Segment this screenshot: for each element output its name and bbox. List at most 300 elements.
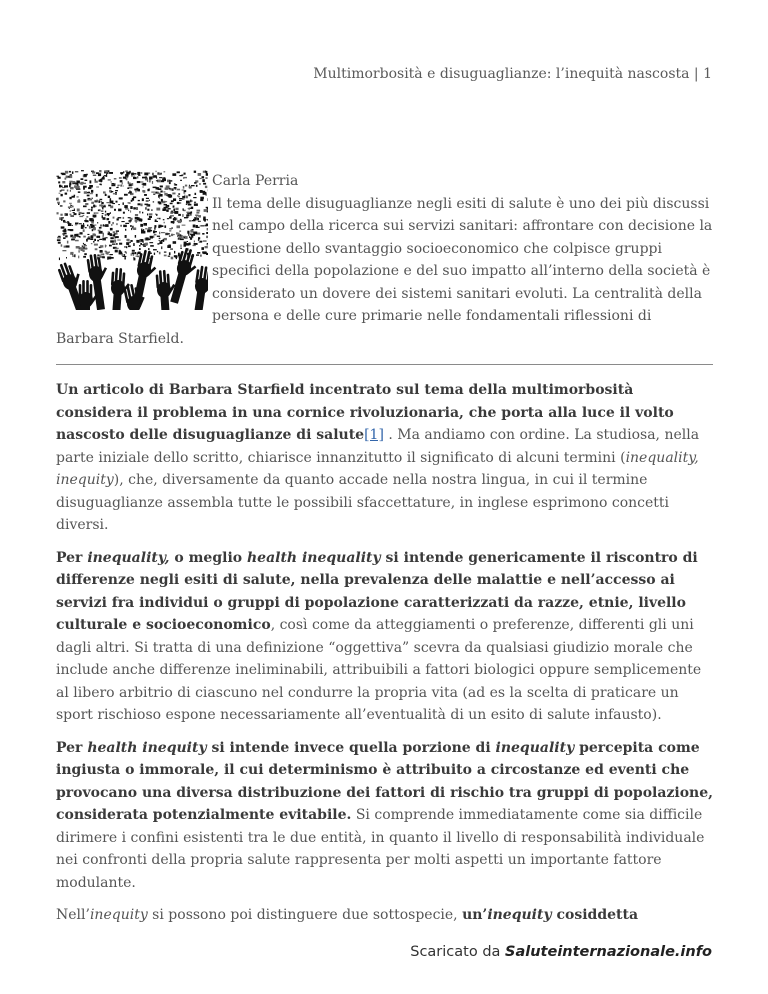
texture-speck xyxy=(149,177,153,180)
texture-speck xyxy=(85,248,87,249)
texture-speck xyxy=(65,235,67,237)
texture-speck xyxy=(196,219,197,220)
p2-bold-2: o meglio xyxy=(169,549,247,566)
texture-speck xyxy=(163,209,166,210)
texture-speck xyxy=(87,195,90,197)
texture-speck xyxy=(203,192,207,195)
texture-speck xyxy=(139,211,141,213)
texture-speck xyxy=(133,258,135,261)
texture-speck xyxy=(105,211,106,213)
texture-speck xyxy=(198,173,202,176)
texture-speck xyxy=(205,186,207,188)
texture-speck xyxy=(72,181,75,183)
texture-speck xyxy=(175,255,178,257)
texture-speck xyxy=(132,198,134,201)
texture-speck xyxy=(112,183,115,184)
texture-speck xyxy=(132,183,134,186)
texture-speck xyxy=(112,244,116,245)
texture-speck xyxy=(164,255,167,257)
texture-speck xyxy=(178,220,182,223)
texture-speck xyxy=(161,246,162,249)
texture-speck xyxy=(88,236,89,237)
texture-speck xyxy=(64,214,65,215)
texture-speck xyxy=(99,170,101,172)
texture-speck xyxy=(100,199,103,200)
texture-speck xyxy=(184,173,186,175)
texture-speck xyxy=(105,214,107,216)
texture-speck xyxy=(157,173,160,175)
texture-speck xyxy=(182,225,186,226)
texture-speck xyxy=(149,181,151,183)
texture-speck xyxy=(102,207,103,209)
texture-speck xyxy=(94,200,97,201)
texture-speck xyxy=(100,225,103,227)
texture-speck xyxy=(109,232,110,233)
texture-speck xyxy=(58,242,61,244)
texture-speck xyxy=(145,228,148,229)
texture-speck xyxy=(116,201,118,203)
texture-speck xyxy=(187,231,189,234)
texture-speck xyxy=(136,256,138,257)
texture-speck xyxy=(157,251,158,252)
texture-speck xyxy=(103,206,106,208)
texture-speck xyxy=(142,240,143,242)
texture-speck xyxy=(180,238,184,240)
texture-speck xyxy=(75,183,78,185)
texture-speck xyxy=(91,243,93,244)
texture-speck xyxy=(128,245,131,247)
texture-speck xyxy=(123,202,124,205)
texture-speck xyxy=(185,185,187,187)
texture-speck xyxy=(164,201,167,202)
texture-speck xyxy=(132,252,135,254)
texture-speck xyxy=(137,181,141,183)
texture-speck xyxy=(183,208,184,210)
texture-speck xyxy=(117,240,120,241)
texture-speck xyxy=(59,258,60,261)
texture-speck xyxy=(130,206,132,209)
texture-speck xyxy=(92,171,95,173)
texture-speck xyxy=(167,208,170,209)
texture-speck xyxy=(163,219,165,220)
texture-speck xyxy=(203,240,207,242)
texture-speck xyxy=(142,177,145,179)
texture-speck xyxy=(190,214,191,216)
texture-speck xyxy=(111,191,113,192)
texture-speck xyxy=(168,245,171,247)
texture-speck xyxy=(194,202,196,203)
texture-speck xyxy=(110,228,113,231)
texture-speck xyxy=(188,204,192,206)
texture-speck xyxy=(150,245,154,247)
p3-term-1: health inequity xyxy=(87,739,207,756)
texture-speck xyxy=(61,244,63,246)
p3-bold-1: Per xyxy=(56,739,88,756)
texture-speck xyxy=(161,240,165,241)
texture-speck xyxy=(176,208,179,211)
p1-lead-bold: Un articolo di Barbara Starfield incentrato sul tema della multimorbosità considera il problema in una cornice rivoluzionaria, che porta alla luce il volto nascosto delle disuguaglianze di salute xyxy=(56,382,674,443)
texture-speck xyxy=(193,197,196,198)
texture-speck xyxy=(133,254,135,256)
texture-speck xyxy=(145,243,148,246)
texture-speck xyxy=(90,239,93,240)
p3-term-2: inequality xyxy=(495,739,575,756)
texture-speck xyxy=(79,183,81,184)
texture-speck xyxy=(82,183,86,184)
texture-speck xyxy=(90,180,92,183)
texture-speck xyxy=(91,202,94,204)
texture-speck xyxy=(117,187,118,188)
texture-speck xyxy=(96,172,99,174)
texture-speck xyxy=(173,218,176,220)
texture-speck xyxy=(79,212,82,214)
texture-speck xyxy=(116,232,118,235)
texture-speck xyxy=(103,233,104,236)
texture-speck xyxy=(133,228,136,231)
texture-speck xyxy=(81,170,84,171)
texture-speck xyxy=(190,237,192,240)
texture-speck xyxy=(158,226,160,228)
texture-speck xyxy=(167,218,169,219)
texture-speck xyxy=(94,244,98,246)
texture-speck xyxy=(144,173,148,176)
texture-speck xyxy=(186,204,187,205)
texture-speck xyxy=(157,172,159,173)
texture-speck xyxy=(108,205,111,207)
texture-speck xyxy=(75,223,79,225)
texture-speck xyxy=(83,223,84,225)
texture-speck xyxy=(159,240,160,241)
texture-speck xyxy=(179,198,183,199)
texture-speck xyxy=(78,250,79,252)
texture-speck xyxy=(62,181,65,183)
texture-speck xyxy=(156,180,158,181)
texture-speck xyxy=(143,183,147,186)
texture-speck xyxy=(58,177,61,179)
texture-speck xyxy=(206,236,208,238)
texture-speck xyxy=(117,185,119,186)
texture-speck xyxy=(139,248,141,250)
p3-bold-2: si intende invece quella porzione di xyxy=(206,739,496,756)
texture-speck xyxy=(171,221,175,223)
texture-speck xyxy=(110,233,113,236)
texture-speck xyxy=(114,240,116,243)
hands-artwork-image xyxy=(56,170,208,310)
texture-speck xyxy=(114,209,116,211)
intro-summary: Il tema delle disuguaglianze negli esiti di salute è uno dei più discussi nel campo della ricerca sui servizi sanitari: affrontare con decisione la questione dello svantaggio socioeconomico che colpisce gruppi specifici della popolazione e del suo impatto all’interno della società è considerato un dovere dei sistemi sanitari evoluti. La centralità della persona e delle cure primarie nelle fondamentali riflessioni di Barbara Starfield. xyxy=(56,195,713,347)
texture-speck xyxy=(179,203,181,204)
texture-speck xyxy=(122,186,123,187)
texture-speck xyxy=(177,225,181,228)
texture-speck xyxy=(152,173,153,175)
texture-speck xyxy=(100,254,103,255)
texture-speck xyxy=(88,209,91,210)
texture-speck xyxy=(74,209,75,211)
texture-speck xyxy=(137,176,138,178)
texture-speck xyxy=(200,190,203,193)
texture-speck xyxy=(202,176,205,178)
texture-speck xyxy=(189,186,192,188)
texture-speck xyxy=(84,253,87,255)
texture-speck xyxy=(99,227,102,229)
texture-speck xyxy=(170,203,173,205)
texture-speck xyxy=(174,187,177,189)
texture-speck xyxy=(130,218,133,220)
texture-speck xyxy=(198,221,201,222)
texture-speck xyxy=(93,215,97,218)
texture-speck xyxy=(157,236,160,237)
texture-speck xyxy=(57,239,61,241)
section-divider xyxy=(56,364,713,365)
texture-speck xyxy=(180,245,181,248)
texture-speck xyxy=(171,211,173,213)
texture-speck xyxy=(131,253,132,256)
texture-speck xyxy=(89,185,93,188)
texture-speck xyxy=(72,236,76,238)
texture-speck xyxy=(159,177,163,178)
texture-speck xyxy=(189,220,192,221)
texture-speck xyxy=(99,255,101,257)
texture-speck xyxy=(101,211,104,212)
texture-speck xyxy=(164,225,166,228)
texture-speck xyxy=(61,194,63,196)
texture-speck xyxy=(67,190,69,192)
texture-speck xyxy=(148,218,151,220)
texture-speck xyxy=(83,249,85,252)
texture-speck xyxy=(129,171,131,174)
p1-text-b: ), che, diversamente da quanto accade nella nostra lingua, in cui il termine disuguaglianze assembla tutte le possibili sfaccettature, in inglese esprimono concetti diversi. xyxy=(56,472,670,533)
texture-speck xyxy=(142,231,145,234)
texture-speck xyxy=(160,186,163,188)
texture-speck xyxy=(190,200,191,203)
texture-speck xyxy=(160,173,161,175)
texture-speck xyxy=(174,211,178,214)
texture-speck xyxy=(178,193,180,195)
texture-speck xyxy=(171,234,173,236)
texture-speck xyxy=(151,192,155,193)
texture-speck xyxy=(60,205,63,206)
texture-speck xyxy=(97,255,99,256)
texture-speck xyxy=(116,230,119,232)
texture-speck xyxy=(110,240,114,242)
texture-speck xyxy=(157,192,159,194)
texture-speck xyxy=(197,252,200,254)
p1-text-a: . Ma andiamo con ordine. La studiosa, nella parte iniziale dello scritto, chiarisce innanzitutto il significato di alcuni termini ( xyxy=(56,427,700,466)
texture-speck xyxy=(124,246,126,248)
texture-speck xyxy=(183,186,185,189)
texture-speck xyxy=(186,212,189,214)
texture-speck xyxy=(77,196,79,197)
texture-speck xyxy=(64,185,68,187)
texture-speck xyxy=(187,213,189,214)
texture-speck xyxy=(95,212,99,213)
texture-speck xyxy=(146,200,149,201)
texture-speck xyxy=(58,236,60,237)
texture-speck xyxy=(198,215,201,218)
texture-speck xyxy=(179,231,181,232)
texture-speck xyxy=(142,212,143,214)
texture-speck xyxy=(194,203,198,206)
texture-speck xyxy=(83,256,86,258)
texture-speck xyxy=(100,245,104,247)
texture-speck xyxy=(168,256,170,257)
texture-speck xyxy=(116,243,118,245)
texture-speck xyxy=(193,232,197,235)
author-name: Carla Perria xyxy=(212,173,299,189)
texture-speck xyxy=(135,214,138,216)
texture-speck xyxy=(82,213,85,214)
texture-speck xyxy=(163,177,165,179)
texture-speck xyxy=(63,200,65,202)
texture-speck xyxy=(179,200,182,201)
texture-speck xyxy=(57,198,59,201)
texture-speck xyxy=(161,199,163,202)
p2-term-2: health inequality xyxy=(246,549,381,566)
texture-speck xyxy=(103,191,106,193)
texture-speck xyxy=(64,222,68,223)
texture-speck xyxy=(200,255,202,257)
texture-speck xyxy=(60,186,63,188)
texture-speck xyxy=(175,189,176,190)
texture-speck xyxy=(75,224,77,225)
texture-speck xyxy=(95,181,98,183)
texture-speck xyxy=(196,225,198,227)
texture-speck xyxy=(109,252,110,253)
texture-speck xyxy=(166,185,170,188)
texture-speck xyxy=(178,214,181,216)
texture-speck xyxy=(61,219,62,221)
texture-speck xyxy=(207,244,208,245)
texture-speck xyxy=(157,243,159,244)
texture-speck xyxy=(154,225,156,228)
texture-speck xyxy=(100,250,103,252)
texture-speck xyxy=(109,172,113,174)
texture-speck xyxy=(142,190,144,192)
texture-speck xyxy=(173,234,175,235)
texture-speck xyxy=(88,199,92,201)
texture-speck xyxy=(57,202,60,204)
texture-speck xyxy=(173,198,176,201)
texture-speck xyxy=(109,245,112,247)
p2-text: , così come da atteggiamenti o preferenze, differenti gli uni dagli altri. Si tratta di una definizione “oggettiva” scevra da qualsiasi giudizio morale che include anche differenze ineliminabili, attribuibili a fattori biologici oppure semplicemente al libero arbitrio di ciascuno nel condurre la propria vita (ad es la scelta di praticare un sport rischioso espone necessariamente all’eventualità di un esito di salute infausto). xyxy=(56,617,702,723)
texture-speck xyxy=(126,242,129,245)
p4-bold-2: cosiddetta xyxy=(551,907,639,923)
texture-speck xyxy=(107,218,110,220)
texture-speck xyxy=(111,201,112,203)
texture-speck xyxy=(166,210,168,212)
texture-speck xyxy=(101,202,103,204)
texture-speck xyxy=(154,253,155,255)
texture-speck xyxy=(164,239,165,240)
texture-speck xyxy=(62,233,63,235)
texture-speck xyxy=(179,236,180,237)
texture-speck xyxy=(196,212,199,214)
texture-speck xyxy=(140,224,143,227)
texture-speck xyxy=(149,227,152,228)
texture-speck xyxy=(163,191,165,192)
texture-speck xyxy=(115,250,118,253)
texture-speck xyxy=(131,173,135,174)
texture-speck xyxy=(146,198,149,199)
texture-speck xyxy=(70,214,72,216)
texture-speck xyxy=(186,201,190,204)
texture-speck xyxy=(78,236,80,237)
texture-speck xyxy=(124,254,126,256)
texture-speck xyxy=(207,219,208,220)
texture-speck xyxy=(194,241,195,243)
texture-speck xyxy=(186,243,190,246)
texture-speck xyxy=(96,187,99,188)
texture-speck xyxy=(99,184,101,185)
texture-speck xyxy=(138,200,140,201)
texture-speck xyxy=(173,209,175,212)
texture-speck xyxy=(85,203,88,205)
texture-speck xyxy=(145,207,146,210)
texture-speck xyxy=(121,221,124,222)
texture-speck xyxy=(104,175,107,176)
texture-speck xyxy=(124,205,128,208)
texture-speck xyxy=(164,193,167,196)
texture-speck xyxy=(126,172,130,175)
texture-speck xyxy=(153,236,155,238)
texture-speck xyxy=(156,208,160,211)
texture-speck xyxy=(87,212,90,214)
texture-speck xyxy=(82,246,83,247)
texture-speck xyxy=(159,194,162,197)
texture-speck xyxy=(99,205,102,207)
texture-speck xyxy=(75,171,78,172)
texture-speck xyxy=(137,252,138,255)
texture-speck xyxy=(70,187,74,190)
texture-speck xyxy=(112,222,114,224)
texture-speck xyxy=(105,224,109,227)
texture-speck xyxy=(173,241,177,244)
texture-speck xyxy=(59,193,61,194)
texture-speck xyxy=(108,179,111,180)
texture-speck xyxy=(202,251,206,253)
texture-speck xyxy=(83,186,87,188)
texture-speck xyxy=(184,217,188,218)
texture-speck xyxy=(105,194,106,196)
texture-speck xyxy=(113,193,117,194)
texture-speck xyxy=(109,254,113,255)
texture-speck xyxy=(133,176,135,177)
texture-speck xyxy=(79,214,81,215)
texture-speck xyxy=(102,213,104,214)
texture-speck xyxy=(65,171,68,174)
texture-speck xyxy=(64,229,67,232)
texture-speck xyxy=(70,229,73,231)
texture-speck xyxy=(99,209,101,211)
texture-speck xyxy=(70,215,74,216)
texture-speck xyxy=(153,249,157,250)
texture-speck xyxy=(119,252,123,255)
texture-speck xyxy=(196,216,197,219)
texture-speck xyxy=(113,231,115,233)
texture-speck xyxy=(99,231,103,234)
texture-speck xyxy=(110,212,111,214)
texture-speck xyxy=(69,181,72,183)
texture-speck xyxy=(176,218,177,221)
texture-speck xyxy=(91,209,93,211)
texture-speck xyxy=(195,193,197,195)
footnote-link-1[interactable]: [1] xyxy=(364,427,384,443)
texture-speck xyxy=(84,220,88,222)
texture-speck xyxy=(127,188,129,190)
texture-speck xyxy=(137,217,140,220)
texture-speck xyxy=(178,233,180,236)
texture-speck xyxy=(141,229,142,232)
